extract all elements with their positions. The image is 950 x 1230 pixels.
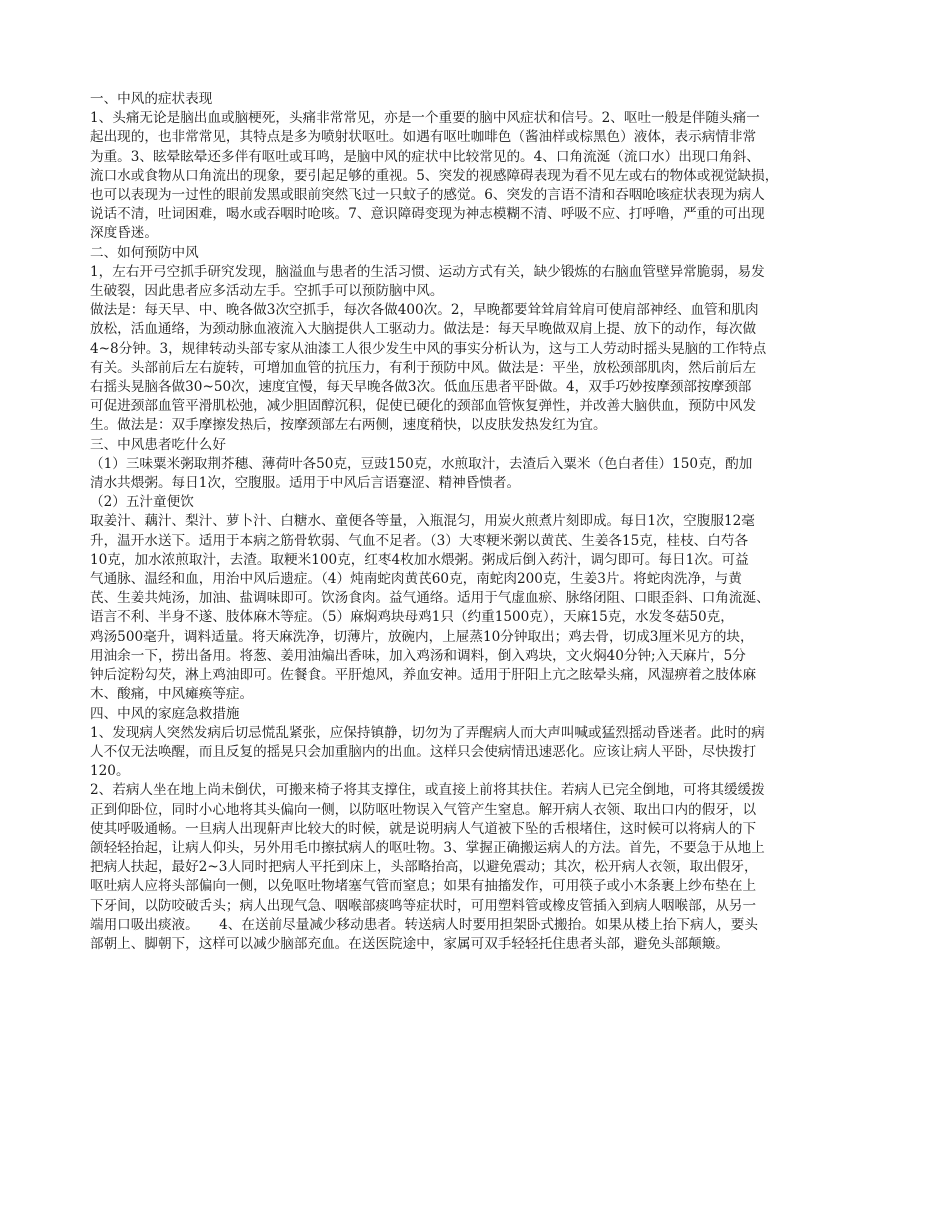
text-line: 取姜汁、藕汁、梨汁、萝卜汁、白糖水、童便各等量，入瓶混匀，用炭火煎煮片刻即成。每日1次，空腹服12毫 <box>90 513 755 530</box>
text-line: 钟后淀粉勾芡，淋上鸡油即可。佐餐食。平肝熄风，养血安神。适用于肝阳上亢之眩晕头痛，风湿痹着之肢体麻 <box>90 667 757 684</box>
text-line: 做法是：每天早、中、晚各做3次空抓手，每次各做400次。2，早晚都要耸耸肩耸肩可使肩部神经、血管和肌肉 <box>90 302 759 319</box>
text-line: 2、若病人坐在地上尚未倒伏，可搬来椅子将其支撑住，或直接上前将其扶住。若病人已完全倒地，可将其缓缓拨 <box>90 782 765 799</box>
text-line: 使其呼吸通畅。一旦病人出现鼾声比较大的时候，就是说明病人气道被下坠的舌根堵住，这时候可以将病人的下 <box>90 820 757 837</box>
text-line: （1）三味粟米粥取荆芥穗、薄荷叶各50克，豆豉150克，水煎取汁，去渣后入粟米（色白者佳）150克，酌加 <box>90 455 753 472</box>
text-line: 1，左右开弓空抓手研究发现，脑溢血与患者的生活习惯、运动方式有关，缺少锻炼的右脑血管壁异常脆弱，易发 <box>90 263 765 280</box>
text-line: 4~8分钟。3，规律转动头部专家从油漆工人很少发生中风的事实分析认为，这与工人劳动时摇头晃脑的工作特点 <box>90 340 767 357</box>
text-line: 语言不利、半身不遂、肢体麻木等症。（5）麻焖鸡块母鸡1只（约重1500克），天麻15克，水发冬菇50克， <box>90 609 734 626</box>
heading-first-aid: 四、中风的家庭急救措施 <box>90 705 240 722</box>
text-line: 部朝上、脚朝下，这样可以减少脑部充血。在送医院途中，家属可双手轻轻托住患者头部，避免头部颠簸。 <box>90 935 729 952</box>
text-line: 为重。3、眩晕眩晕还多伴有呕吐或耳鸣，是脑中风的症状中比较常见的。4、口角流涎（流口水）出现口角斜、 <box>90 148 760 165</box>
text-line: 有关。头部前后左右旋转，可增加血管的抗压力，有利于预防中风。做法是：平坐，放松颈部肌肉，然后前后左 <box>90 359 757 376</box>
text-line: （2）五汁童便饮 <box>90 494 194 511</box>
text-line: 把病人扶起，最好2~3人同时把病人平托到床上，头部略抬高，以避免震动；其次，松开病人衣领，取出假牙， <box>90 859 758 876</box>
text-line: 右摇头晃脑各做30~50次，速度宜慢，每天早晚各做3次。低血压患者平卧做。4，双手巧妙按摩颈部按摩颈部 <box>90 379 752 396</box>
text-line: 生破裂，因此患者应多活动左手。空抓手可以预防脑中风。 <box>90 283 444 300</box>
text-line: 说话不清，吐词困难，喝水或吞咽时呛咳。7、意识障碍变现为神志模糊不清、呼吸不应、打呼噜，严重的可出现 <box>90 206 765 223</box>
text-line: 升，温开水送下。适用于本病之筋骨软弱、气血不足者。（3）大枣粳米粥以黄芪、生姜各15克，桂枝、白芍各 <box>90 532 749 549</box>
text-line: 1、头痛无论是脑出血或脑梗死，头痛非常常见，亦是一个重要的脑中风症状和信号。2、呕吐一般是伴随头痛一 <box>90 110 760 127</box>
text-line: 10克，加水浓煎取汁，去渣。取粳米100克，红枣4枚加水煨粥。粥成后倒入药汁，调匀即可。每日1次。可益 <box>90 551 749 568</box>
text-line: 1、发现病人突然发病后切忌慌乱紧张，应保持镇静，切勿为了弄醒病人而大声叫喊或猛烈摇动昏迷者。此时的病 <box>90 724 765 741</box>
heading-symptoms: 一、中风的症状表现 <box>90 91 213 107</box>
text-line: 颌轻轻抬起，让病人仰头，另外用毛巾擦拭病人的呕吐物。3、掌握正确搬运病人的方法。首先，不要急于从地上 <box>90 839 765 856</box>
text-line: 芪、生姜共炖汤，加油、盐调味即可。饮汤食肉。益气通络。适用于气虚血瘀、脉络闭阻、口眼歪斜、口角流涎、 <box>90 590 770 607</box>
text-line: 端用口吸出痰液。 4、在送前尽量减少移动患者。转送病人时要用担架卧式搬抬。如果从楼上抬下病人，要头 <box>90 916 758 933</box>
text-line: 正到仰卧位，同时小心地将其头偏向一侧，以防呕吐物误入气管产生窒息。解开病人衣领、取出口内的假牙，以 <box>90 801 757 818</box>
text-line: 下牙间，以防咬破舌头；病人出现气急、咽喉部痰鸣等症状时，可用塑料管或橡皮管插入到病人咽喉部，从另一 <box>90 897 757 914</box>
text-line: 也可以表现为一过性的眼前发黑或眼前突然飞过一只蚊子的感觉。6、突发的言语不清和吞咽呛咳症状表现为病人 <box>90 187 765 204</box>
text-line: 深度昏迷。 <box>90 225 158 242</box>
text-line: 生。做法是：双手摩擦发热后，按摩颈部左右两侧，速度稍快，以皮肤发热发红为宜。 <box>90 417 607 434</box>
text-line: 流口水或食物从口角流出的现象，要引起足够的重视。5、突发的视感障碍表现为看不见左或右的物体或视觉缺损， <box>90 167 779 184</box>
text-line: 木、酸痛，中风瘫痪等症。 <box>90 686 254 703</box>
document-body <box>90 90 860 954</box>
text-line: 用油余一下，捞出备用。将葱、姜用油煸出香味，加入鸡汤和调料，倒入鸡块，文火焖40分钟;入天麻片，5分 <box>90 647 746 664</box>
text-line: 鸡汤500毫升，调料适量。将天麻洗净，切薄片，放碗内，上屉蒸10分钟取出；鸡去骨，切成3厘米见方的块， <box>90 628 754 645</box>
text-line: 120。 <box>90 763 130 780</box>
text-line: 可促进颈部血管平滑肌松弛，减少胆固醇沉积，促使已硬化的颈部血管恢复弹性，并改善大脑供血，预防中风发 <box>90 398 757 415</box>
text-line: 人不仅无法唤醒，而且反复的摇晃只会加重脑内的出血。这样只会使病情迅速恶化。应该让病人平卧，尽快拨打 <box>90 743 757 760</box>
heading-diet: 三、中风患者吃什么好 <box>90 436 226 453</box>
text-line: 气通脉、温经和血，用治中风后遗症。（4）炖南蛇肉黄芪60克，南蛇肉200克，生姜3片。将蛇肉洗净，与黄 <box>90 571 742 588</box>
text-line: 清水共煨粥。每日1次，空腹服。适用于中风后言语蹇涩、精神昏愦者。 <box>90 475 521 492</box>
text-line: 起出现的，也非常常见，其特点是多为喷射状呕吐。如遇有呕吐咖啡色（酱油样或棕黑色）液体，表示病情非常 <box>90 129 757 146</box>
text-line: 呕吐病人应将头部偏向一侧，以免呕吐物堵塞气管而窒息；如果有抽搐发作，可用筷子或小木条裹上纱布垫在上 <box>90 878 757 895</box>
heading-prevention: 二、如何预防中风 <box>90 244 199 261</box>
text-line: 放松，活血通络，为颈动脉血液流入大脑提供人工驱动力。做法是：每天早晚做双肩上提、放下的动作，每次做 <box>90 321 757 338</box>
